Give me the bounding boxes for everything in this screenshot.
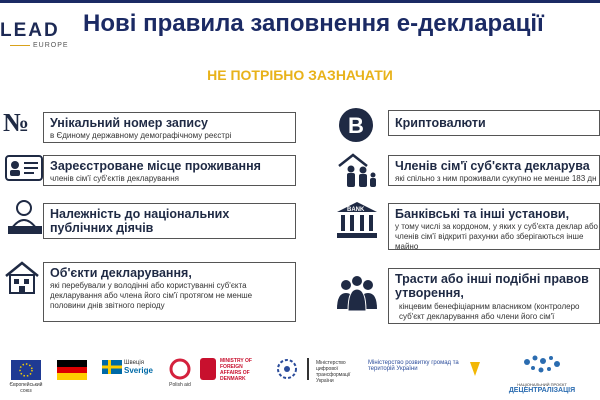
decentralization-text: ДЕЦЕНТРАЛІЗАЦІЯ [508, 387, 576, 394]
right-item-3 [388, 203, 600, 250]
mincifra-text: Міністерство цифрової трансформації України [316, 360, 351, 384]
right-item-2-detail: які спільно з ним проживали сукупно не менше 183 дн [395, 174, 597, 183]
page-title: Нові правила заповнення е-декларації [83, 10, 544, 37]
decentralization-logo [502, 352, 582, 394]
svg-text:№: № [3, 108, 30, 137]
estonia-emblem-logo [276, 358, 298, 382]
left-item-1-title: Унікальний номер запису [50, 116, 209, 130]
decentralization-small: НАЦІОНАЛЬНИЙ ПРОЄКТ [517, 382, 567, 387]
right-item-1 [388, 110, 600, 136]
sweden-sverige: Sverige [124, 366, 153, 375]
right-item-3-detail: у тому числі за кордоном, у яких у суб'єкта деклар або членів сім'ї відкриті рахунки або зберігаються інше майно [395, 222, 598, 250]
sweden-logo [102, 360, 158, 376]
page-subtitle: НЕ ПОТРІБНО ЗАЗНАЧАТИ [207, 67, 393, 83]
bank-icon [335, 200, 379, 240]
eu-flag-logo [8, 360, 44, 394]
left-item-1-detail: в Єдиному державному демографічному реєстрі [50, 131, 232, 140]
left-item-4 [43, 262, 296, 322]
germany-logo [52, 360, 92, 382]
svg-text:BANK: BANK [347, 207, 365, 213]
polish-aid-text: Polish aid [169, 382, 191, 388]
left-item-3 [43, 203, 296, 239]
left-item-2-detail: членів сім'ї суб'єктів декларування [50, 174, 179, 183]
mincifra-logo [304, 358, 360, 382]
svg-text:B: B [348, 113, 364, 138]
minregion-logo [368, 360, 488, 372]
left-item-3-title: Належність до національних публічних діячів [50, 207, 230, 235]
house-icon [2, 260, 44, 296]
eu-logo-text: Європейський союз [9, 382, 43, 394]
left-item-4-title: Об'єкти декларування, [50, 266, 192, 280]
right-item-4-detail: кінцевим бенефіціарним власником (контролеро суб'єкт декларування або члени його сім'ї [399, 302, 580, 321]
official-person-icon [4, 198, 46, 238]
business-people-icon [334, 275, 380, 315]
sweden-label: Швеція [124, 360, 144, 366]
right-item-3-title: Банківські та інші установи, [395, 207, 570, 221]
left-item-4-detail: які перебували у володінні або користуванні суб'єкта декларування або члена його сім'ї протягом не менше половини днів звітного періоду [50, 281, 253, 310]
top-accent-line [0, 0, 600, 3]
denmark-logo [200, 358, 260, 382]
lead-logo: LEAD [0, 20, 60, 41]
lead-logo-sub: EUROPE [33, 42, 69, 49]
logo-underline [10, 45, 30, 46]
number-sign-icon [3, 107, 41, 137]
polish-aid-logo [166, 358, 194, 388]
denmark-text: MINISTRY OF FOREIGN AFFAIRS OF DENMARK [220, 358, 252, 382]
id-card-icon [4, 152, 46, 184]
right-item-2-title: Членів сім'ї суб'єкта декларува [395, 159, 590, 173]
family-icon [337, 152, 381, 190]
left-item-2-title: Зареєстроване місце проживання [50, 159, 261, 173]
bitcoin-icon [338, 107, 374, 143]
right-item-4-title: Трасти або інші подібні правов утворення, [395, 272, 589, 300]
right-item-2 [388, 155, 600, 186]
footer-logos [0, 350, 600, 400]
right-item-4 [388, 268, 600, 324]
left-item-1 [43, 112, 296, 143]
left-item-2 [43, 155, 296, 186]
minregion-text: Міністерство розвитку громад та територій України [368, 360, 459, 372]
right-item-1-title: Криптовалюти [395, 116, 486, 130]
